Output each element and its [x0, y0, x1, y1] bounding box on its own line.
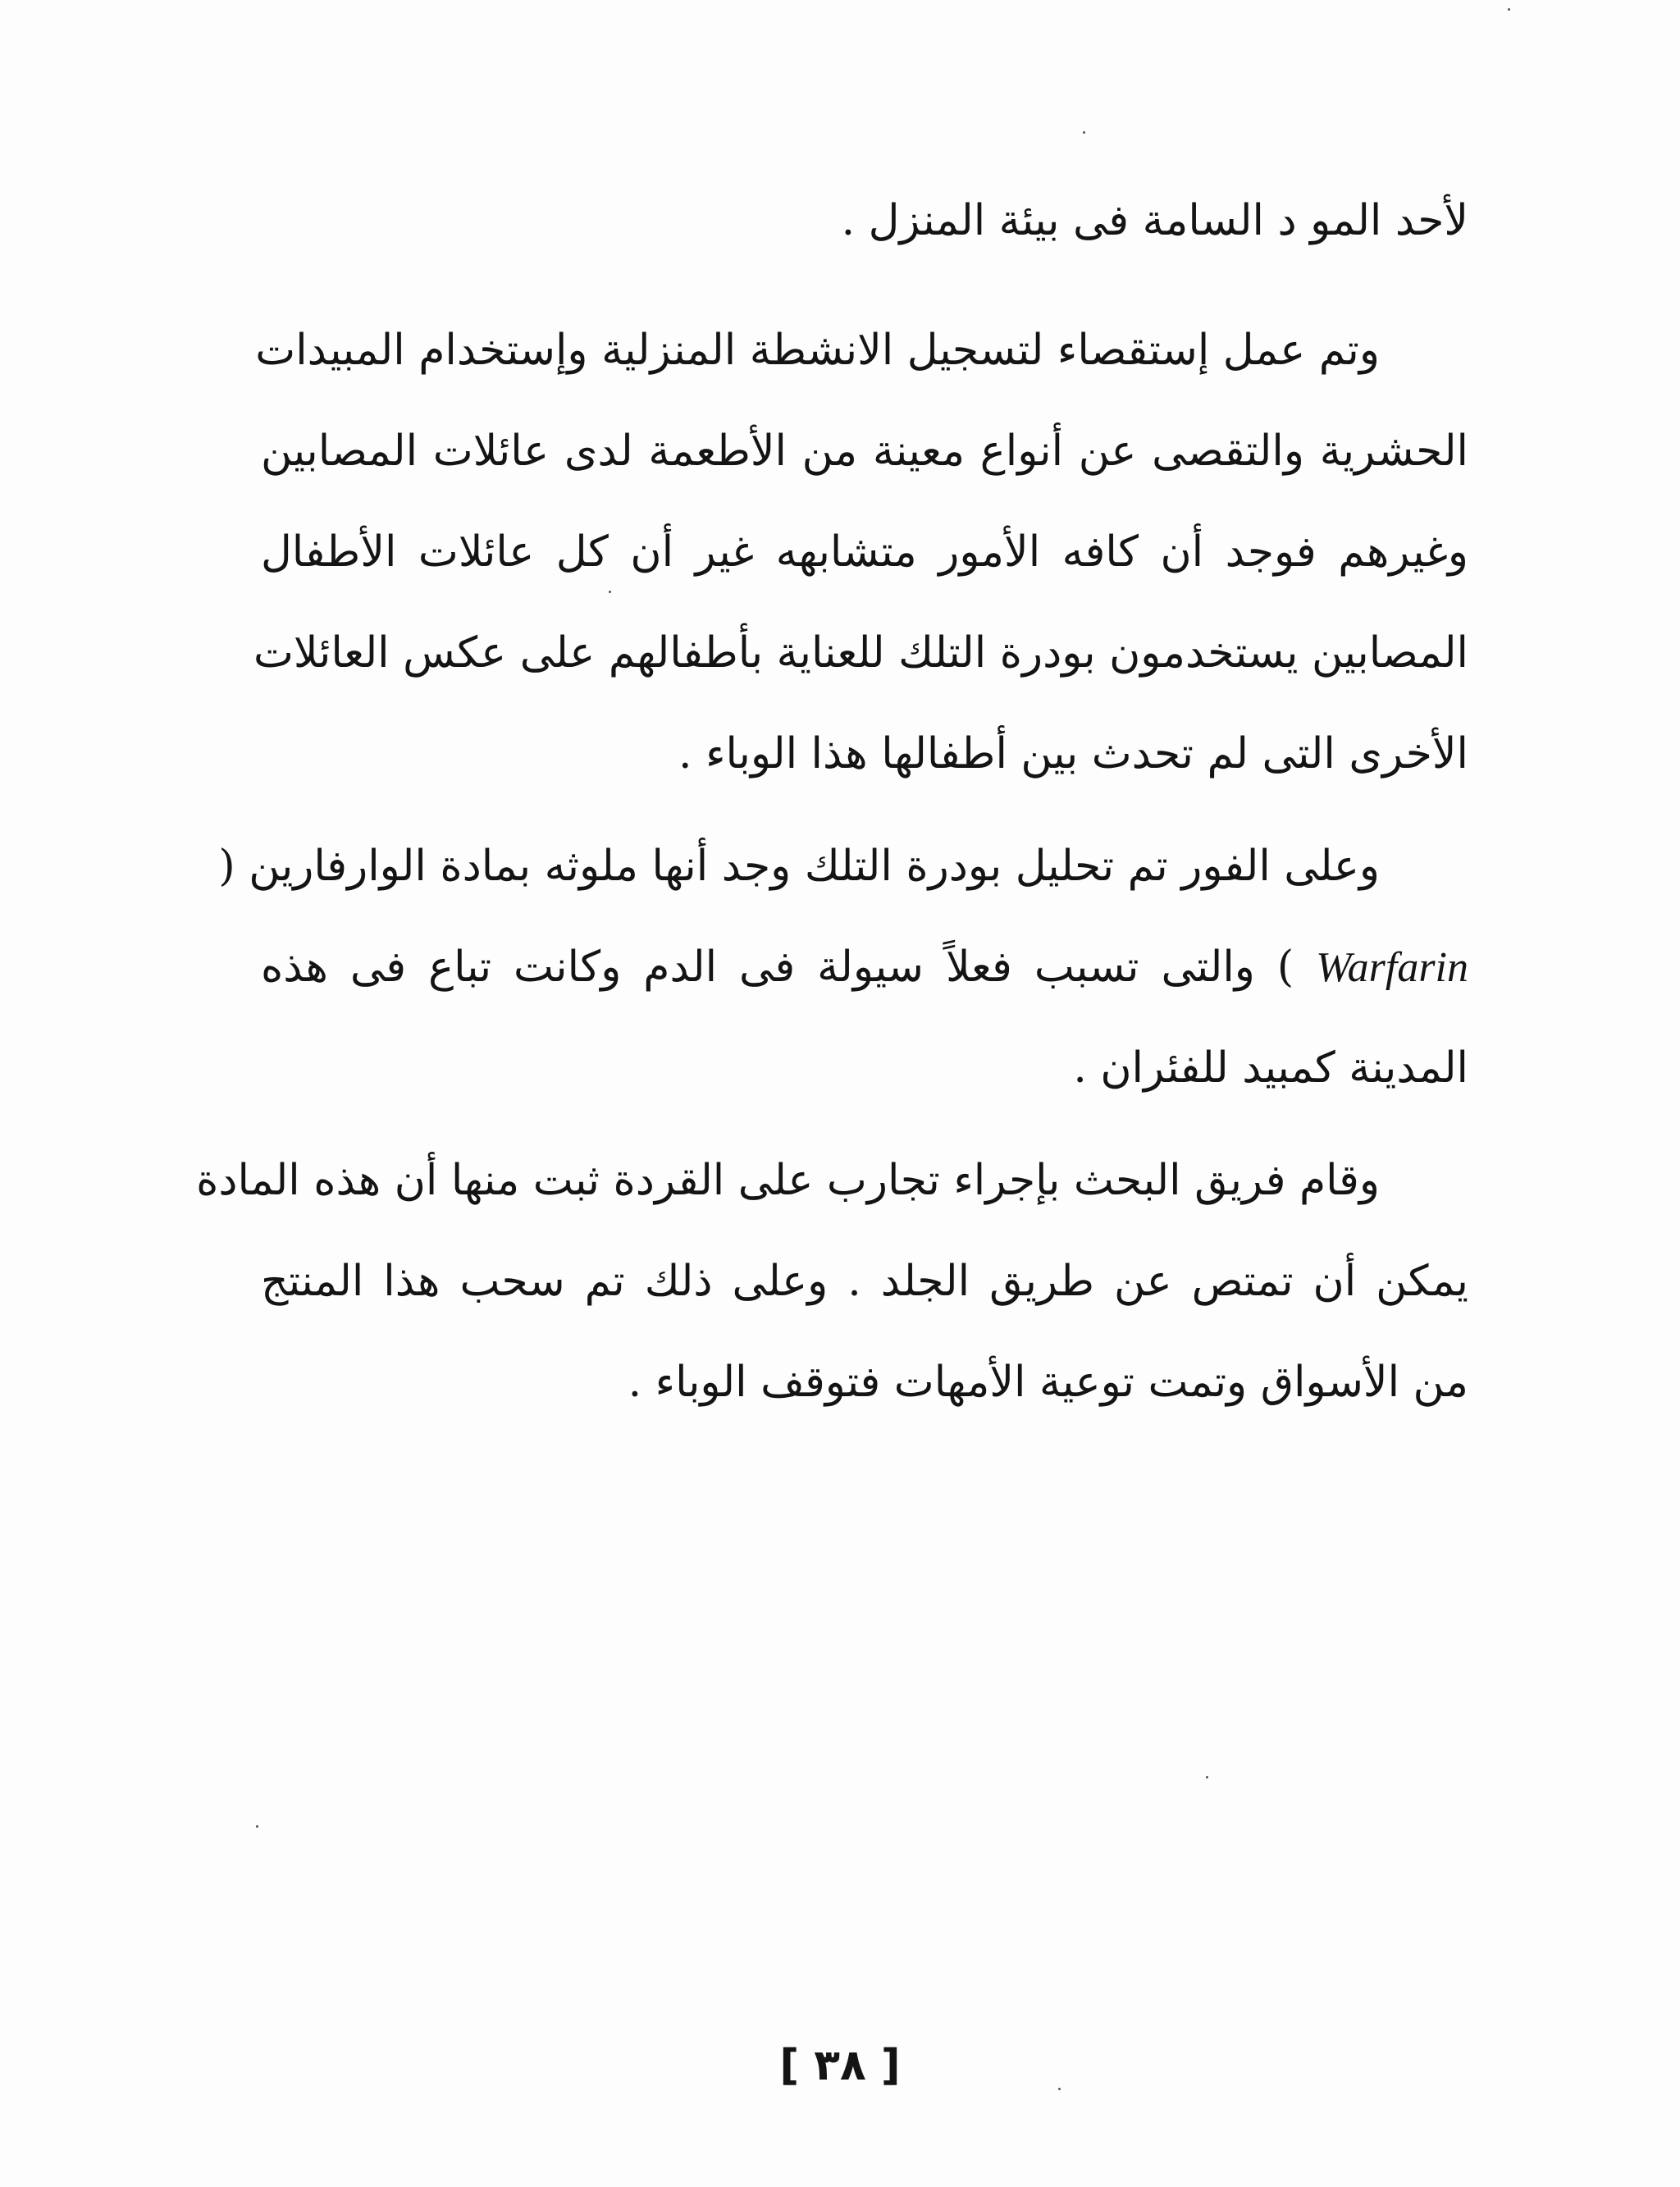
paragraph-line: المصابين يستخدمون بودرة التلك للعناية بأطفالهم على عكس العائلات: [253, 628, 1468, 678]
paragraph-1: [261, 171, 1468, 272]
scan-speck: [609, 591, 611, 593]
paragraph-line: من الأسواق وتمت توعية الأمهات فتوقف الوباء .: [628, 1358, 1468, 1407]
page-number: [ ٣٨ ]: [779, 2041, 901, 2090]
scan-speck: [1206, 1776, 1208, 1778]
paragraph-line-text: ) والتى تسبب فعلاً سيولة فى الدم وكانت تباع فى هذه: [261, 943, 1294, 992]
paragraph-line: وتم عمل إستقصاء لتسجيل الانشطة المنزلية وإستخدام المبيدات: [255, 326, 1380, 375]
paragraph-line: وعلى الفور تم تحليل بودرة التلك وجد أنها ملوثه بمادة الوارفارين (: [218, 842, 1380, 891]
scan-speck: [1058, 2088, 1061, 2090]
paragraph-line: الأخرى التى لم تحدث بين أطفالها هذا الوباء .: [678, 729, 1468, 778]
paragraph-line: [261, 917, 1468, 1018]
paragraph-2: [253, 300, 1468, 805]
paragraph-line: المدينة كمبيد للفئران .: [1073, 1043, 1468, 1093]
latin-term: Warfarin: [1316, 944, 1469, 991]
paragraph-line: وغيرهم فوجد أن كافه الأمور متشابهه غير أن كل عائلات الأطفال: [261, 527, 1468, 577]
paragraph-line: الحشرية والتقصى عن أنواع معينة من الأطعمة لدى عائلات المصابين: [261, 427, 1468, 476]
scan-speck: [1508, 8, 1510, 11]
paragraph-4: [196, 1130, 1468, 1433]
paragraph-line: وقام فريق البحث بإجراء تجارب على القردة ثبت منها أن هذه المادة: [196, 1156, 1380, 1205]
scan-speck: [256, 1825, 258, 1828]
paragraph-3: [218, 816, 1469, 1119]
scan-speck: [1083, 131, 1085, 134]
paragraph-line: لأحد المو د السامة فى بيئة المنزل .: [841, 196, 1468, 245]
paragraph-line: يمكن أن تمتص عن طريق الجلد . وعلى ذلك تم سحب هذا المنتج: [261, 1257, 1468, 1306]
